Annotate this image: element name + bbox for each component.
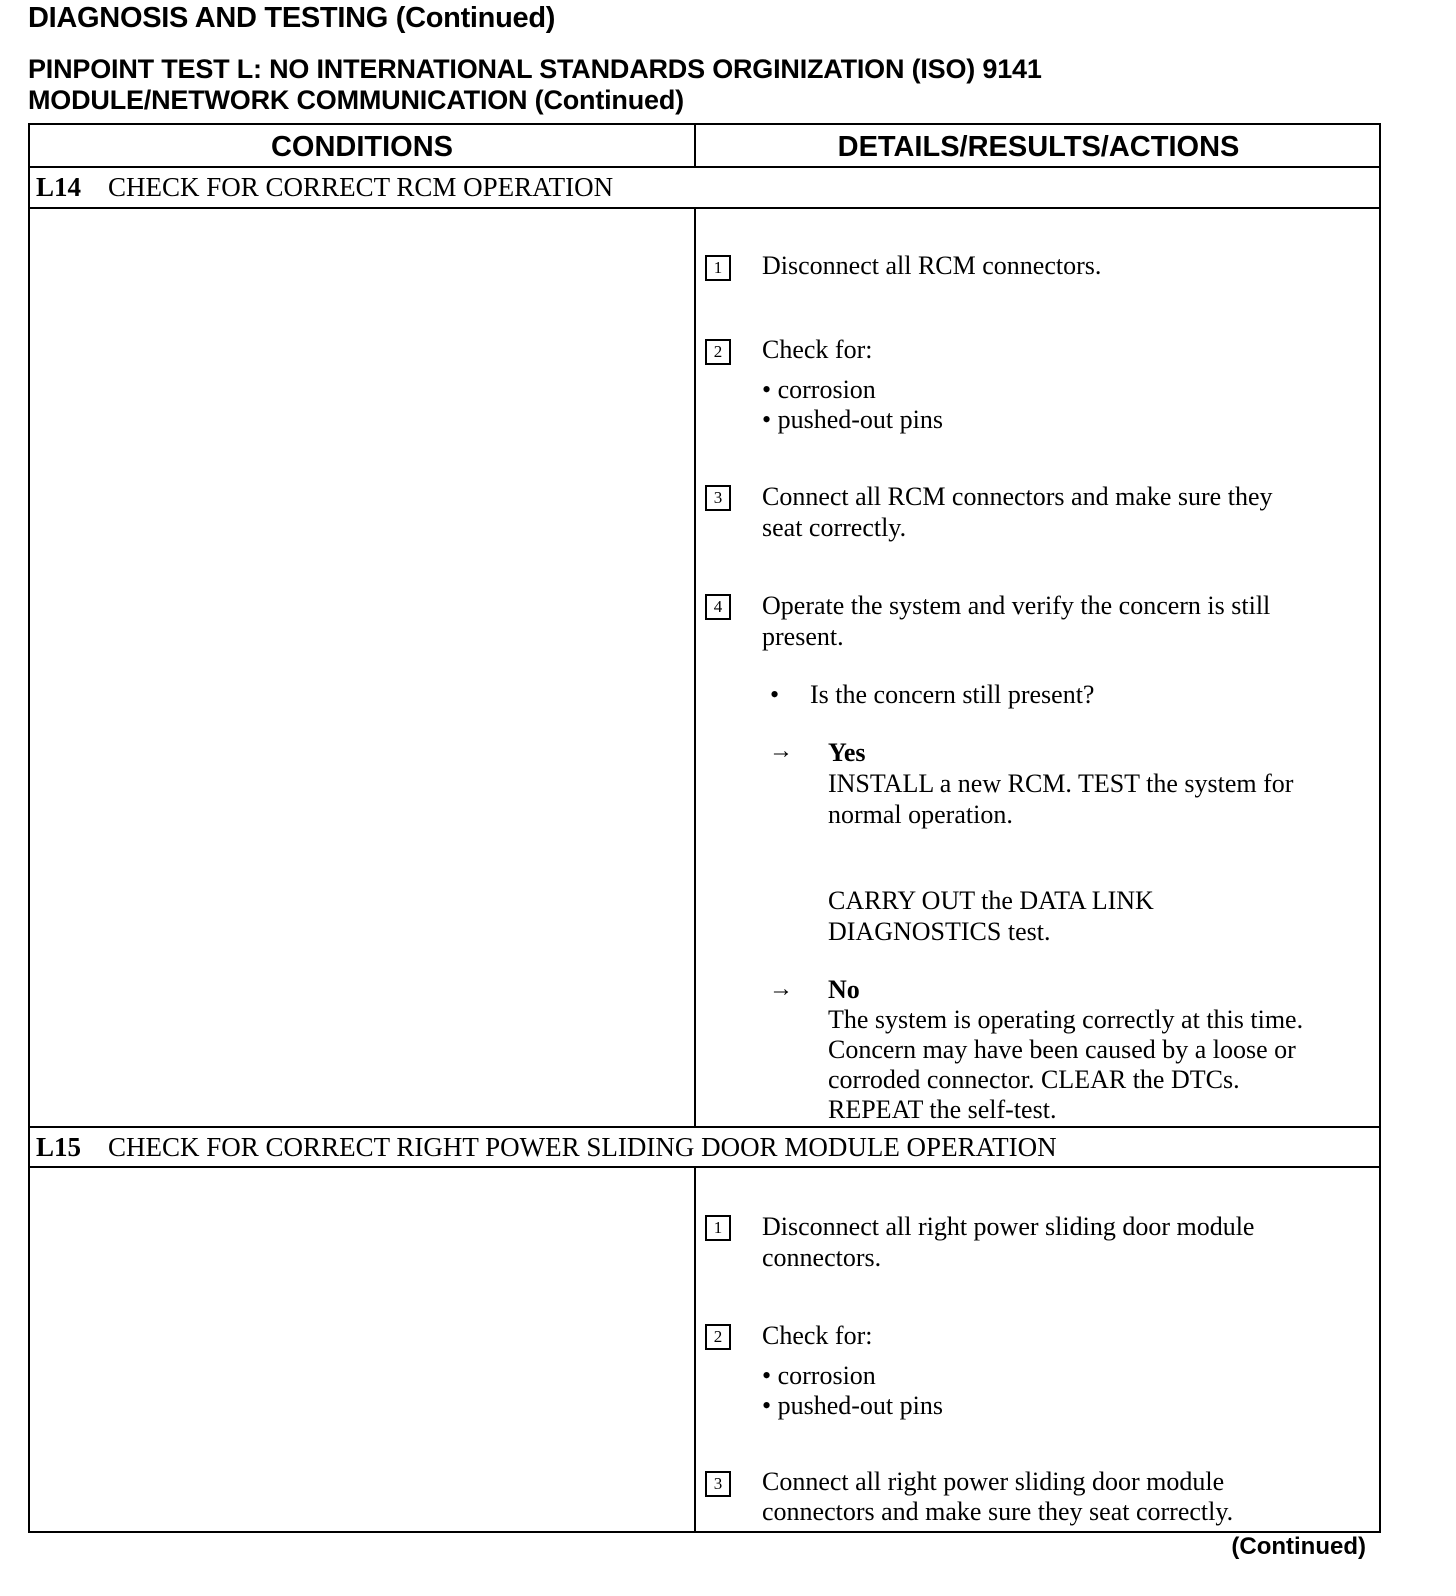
- bullet-item: • corrosion: [762, 375, 876, 404]
- divider: [694, 1166, 696, 1533]
- page-title: DIAGNOSIS AND TESTING (Continued): [28, 2, 556, 34]
- step-title-l15: CHECK FOR CORRECT RIGHT POWER SLIDING DOOR MODULE OPERATION: [108, 1132, 1057, 1162]
- step-text: [762, 481, 1272, 543]
- step-text-line: Disconnect all right power sliding door module: [762, 1212, 1255, 1241]
- result-label-yes: Yes: [828, 738, 866, 767]
- continued-label: (Continued): [1231, 1533, 1366, 1560]
- pinpoint-test-title: [28, 54, 1042, 116]
- divider: [30, 1166, 1379, 1168]
- step-text: Check for:: [762, 1321, 873, 1350]
- step-text-line: connectors.: [762, 1243, 882, 1272]
- result-text-line: Concern may have been caused by a loose or: [828, 1035, 1296, 1064]
- step-text-line: connectors and make sure they seat correctly.: [762, 1497, 1234, 1526]
- question-text: Is the concern still present?: [810, 680, 1095, 709]
- step-text: [762, 1467, 1233, 1527]
- divider: [30, 166, 1379, 168]
- result-text-line: REPEAT the self-test.: [828, 1095, 1057, 1124]
- step-number-box: 3: [705, 1471, 731, 1497]
- step-number-box: 2: [705, 1324, 731, 1350]
- diagnostic-table: [28, 123, 1381, 1533]
- divider: [30, 207, 1379, 209]
- step-text: [762, 590, 1270, 652]
- result-text-line: normal operation.: [828, 800, 1013, 829]
- step-number-box: 3: [705, 485, 731, 511]
- conditions-column-header: CONDITIONS: [270, 131, 454, 163]
- bullet-item: • pushed-out pins: [762, 405, 943, 434]
- result-text-line: corroded connector. CLEAR the DTCs.: [828, 1065, 1240, 1094]
- step-number-box: 1: [705, 1215, 731, 1241]
- result-text-line: CARRY OUT the DATA LINK: [828, 886, 1154, 915]
- result-yes: [828, 737, 1293, 947]
- arrow-right-icon: →: [769, 976, 793, 1002]
- step-text-line: Connect all RCM connectors and make sure they: [762, 482, 1273, 511]
- step-number-box: 4: [705, 594, 731, 620]
- arrow-right-icon: →: [769, 738, 793, 764]
- step-id-l15: L15: [36, 1132, 82, 1162]
- result-no: [828, 975, 1303, 1125]
- details-column-header: DETAILS/RESULTS/ACTIONS: [837, 131, 1240, 163]
- pinpoint-test-title-line1: PINPOINT TEST L: NO INTERNATIONAL STANDARDS ORGINIZATION (ISO) 9141: [28, 54, 1042, 84]
- bullet-item: • pushed-out pins: [762, 1391, 943, 1420]
- step-text: Disconnect all RCM connectors.: [762, 251, 1102, 280]
- step-text: [762, 1211, 1254, 1273]
- step-number-box: 2: [705, 339, 731, 365]
- result-text-line: The system is operating correctly at this time.: [828, 1005, 1304, 1034]
- bullet-item: • corrosion: [762, 1361, 876, 1390]
- step-text-line: Operate the system and verify the concern is still: [762, 591, 1271, 620]
- question-bullet: •: [770, 680, 780, 709]
- result-text-line: DIAGNOSTICS test.: [828, 917, 1051, 946]
- step-title-l14: CHECK FOR CORRECT RCM OPERATION: [108, 172, 614, 202]
- divider: [30, 1126, 1379, 1128]
- pinpoint-test-title-line2: MODULE/NETWORK COMMUNICATION (Continued): [28, 85, 684, 115]
- step-text: Check for:: [762, 335, 873, 364]
- step-header-l15: [36, 1132, 1057, 1163]
- divider: [694, 207, 696, 1126]
- result-text-line: INSTALL a new RCM. TEST the system for: [828, 769, 1294, 798]
- step-text-line: Connect all right power sliding door module: [762, 1467, 1225, 1496]
- result-label-no: No: [828, 975, 860, 1004]
- step-id-l14: L14: [36, 172, 82, 202]
- step-text-line: seat correctly.: [762, 513, 907, 542]
- step-header-l14: [36, 172, 613, 203]
- divider: [694, 125, 696, 166]
- step-number-box: 1: [705, 255, 731, 281]
- step-text-line: present.: [762, 622, 844, 651]
